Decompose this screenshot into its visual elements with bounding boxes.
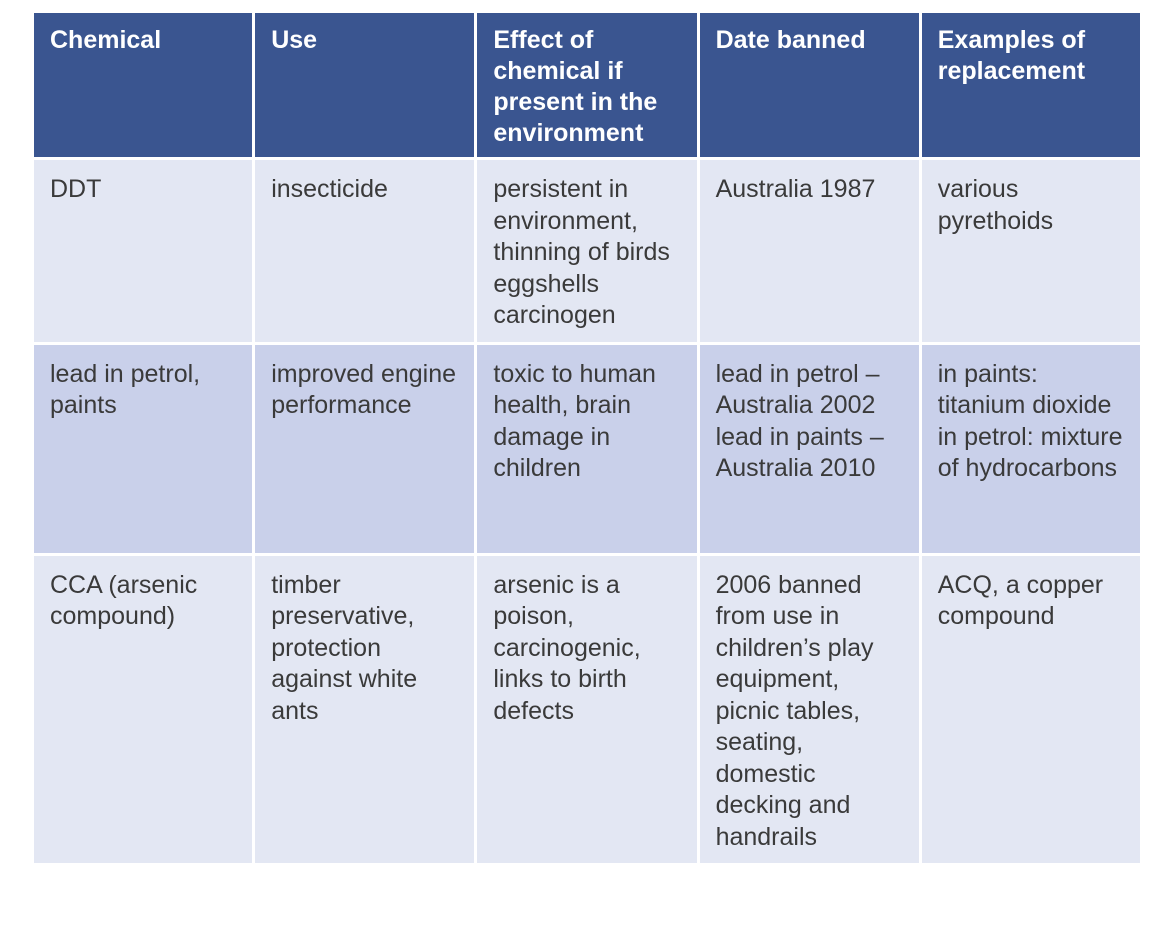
table-row xyxy=(34,345,1140,553)
cell-date-banned: lead in petrol – Australia 2002 lead in paints – Australia 2010 xyxy=(700,345,919,553)
header-effect: Effect of chemical if present in the environment xyxy=(477,13,696,157)
cell-use: insecticide xyxy=(255,160,474,342)
cell-date-banned: Australia 1987 xyxy=(700,160,919,342)
cell-replacement: in paints: titanium dioxide in petrol: mixture of hydrocarbons xyxy=(922,345,1140,553)
cell-effect: toxic to human health, brain damage in children xyxy=(477,345,696,553)
cell-chemical: lead in petrol, paints xyxy=(34,345,252,553)
table-header-row xyxy=(34,13,1140,157)
table-row xyxy=(34,556,1140,864)
header-date-banned: Date banned xyxy=(700,13,919,157)
cell-replacement: ACQ, a copper compound xyxy=(922,556,1140,864)
cell-chemical: CCA (arsenic compound) xyxy=(34,556,252,864)
cell-date-banned: 2006 banned from use in children’s play equipment, picnic tables, seating, domestic decking and handrails xyxy=(700,556,919,864)
cell-effect: persistent in environment, thinning of birds eggshells carcinogen xyxy=(477,160,696,342)
cell-effect: arsenic is a poison, carcinogenic, links to birth defects xyxy=(477,556,696,864)
cell-use: improved engine performance xyxy=(255,345,474,553)
table-row xyxy=(34,160,1140,342)
cell-use: timber preservative, protection against white ants xyxy=(255,556,474,864)
banned-chemicals-table xyxy=(31,10,1143,866)
cell-chemical: DDT xyxy=(34,160,252,342)
header-chemical: Chemical xyxy=(34,13,252,157)
chemicals-table-container xyxy=(34,13,1140,866)
header-replacement: Examples of replacement xyxy=(922,13,1140,157)
cell-replacement: various pyrethoids xyxy=(922,160,1140,342)
header-use: Use xyxy=(255,13,474,157)
